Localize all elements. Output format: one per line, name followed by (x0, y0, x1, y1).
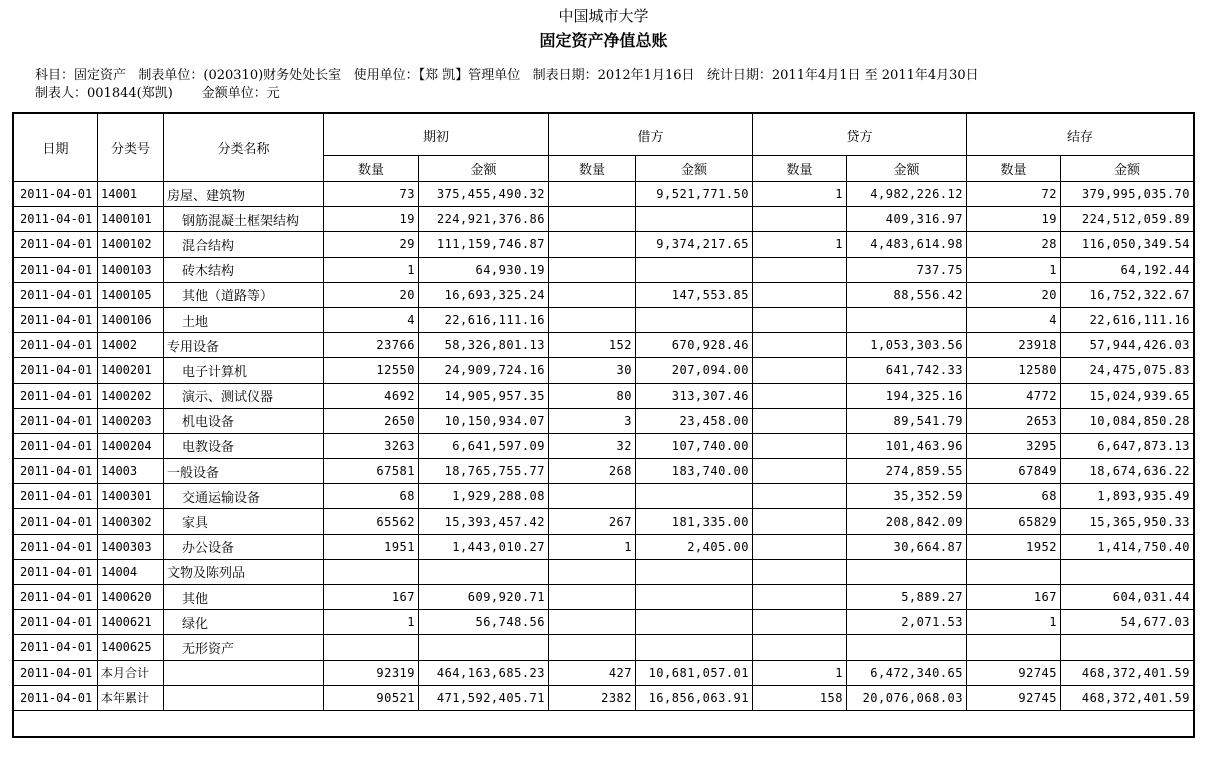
col-group-credit: 贷方 (753, 114, 967, 156)
cell-debit-qty (549, 559, 636, 584)
cell-debit-qty (549, 635, 636, 660)
cell-balance-qty: 72 (967, 182, 1061, 207)
cell-debit-qty: 80 (549, 383, 636, 408)
cell-opening-qty (324, 635, 419, 660)
cell-balance-amount: 15,365,950.33 (1061, 509, 1194, 534)
cell-balance-amount: 6,647,873.13 (1061, 433, 1194, 458)
cell-credit-qty (753, 559, 847, 584)
cell-balance-qty: 4772 (967, 383, 1061, 408)
cell-opening-qty: 1951 (324, 534, 419, 559)
cell-balance-qty: 65829 (967, 509, 1061, 534)
cell-opening-amount: 15,393,457.42 (419, 509, 549, 534)
col-header-amount: 金额 (847, 156, 967, 182)
cell-balance-qty: 1 (967, 257, 1061, 282)
cell-debit-amount (636, 207, 753, 232)
cell-opening-qty: 29 (324, 232, 419, 257)
cell-credit-amount: 2,071.53 (847, 610, 967, 635)
cell-opening-amount: 375,455,490.32 (419, 182, 549, 207)
cell-name: 砖木结构 (164, 257, 324, 282)
cell-name (164, 660, 324, 685)
cell-date: 2011-04-01 (14, 358, 98, 383)
cell-debit-qty: 3 (549, 408, 636, 433)
cell-date: 2011-04-01 (14, 333, 98, 358)
cell-opening-qty: 3263 (324, 433, 419, 458)
institution-name: 中国城市大学 (558, 7, 649, 25)
col-header-qty: 数量 (324, 156, 419, 182)
cell-code: 1400302 (98, 509, 164, 534)
cell-balance-amount: 57,944,426.03 (1061, 333, 1194, 358)
cell-credit-qty (753, 433, 847, 458)
cell-opening-qty: 23766 (324, 333, 419, 358)
cell-credit-qty (753, 408, 847, 433)
cell-credit-amount: 194,325.16 (847, 383, 967, 408)
cell-opening-qty: 20 (324, 282, 419, 307)
cell-code: 14003 (98, 459, 164, 484)
table-row (14, 307, 1194, 332)
table-row (14, 559, 1194, 584)
cell-balance-qty: 4 (967, 307, 1061, 332)
cell-name: 其他（道路等） (164, 282, 324, 307)
cell-debit-amount (636, 257, 753, 282)
cell-date: 2011-04-01 (14, 282, 98, 307)
col-group-opening: 期初 (324, 114, 549, 156)
cell-debit-qty (549, 484, 636, 509)
table-row (14, 509, 1194, 534)
cell-credit-amount: 737.75 (847, 257, 967, 282)
cell-name: 土地 (164, 307, 324, 332)
cell-debit-amount: 313,307.46 (636, 383, 753, 408)
cell-debit-amount (636, 585, 753, 610)
cell-balance-amount: 15,024,939.65 (1061, 383, 1194, 408)
cell-opening-qty (324, 559, 419, 584)
cell-credit-qty (753, 459, 847, 484)
cell-debit-qty (549, 257, 636, 282)
cell-date: 2011-04-01 (14, 559, 98, 584)
cell-code: 1400620 (98, 585, 164, 610)
cell-balance-qty: 28 (967, 232, 1061, 257)
cell-credit-qty (753, 383, 847, 408)
cell-opening-qty: 1 (324, 610, 419, 635)
cell-balance-qty: 3295 (967, 433, 1061, 458)
cell-credit-qty (753, 610, 847, 635)
cell-credit-amount: 20,076,068.03 (847, 685, 967, 710)
cell-balance-amount (1061, 635, 1194, 660)
cell-opening-amount: 1,443,010.27 (419, 534, 549, 559)
cell-date: 2011-04-01 (14, 484, 98, 509)
table-row (14, 459, 1194, 484)
cell-balance-amount: 1,893,935.49 (1061, 484, 1194, 509)
cell-debit-qty: 2382 (549, 685, 636, 710)
cell-name (164, 685, 324, 710)
cell-credit-qty (753, 307, 847, 332)
cell-opening-qty: 167 (324, 585, 419, 610)
cell-name: 房屋、建筑物 (164, 182, 324, 207)
cell-credit-amount (847, 559, 967, 584)
table-row (14, 232, 1194, 257)
cell-opening-qty: 90521 (324, 685, 419, 710)
ledger-table (13, 113, 1194, 711)
cell-balance-amount: 116,050,349.54 (1061, 232, 1194, 257)
table-row (14, 585, 1194, 610)
cell-debit-amount (636, 484, 753, 509)
cell-credit-qty: 1 (753, 182, 847, 207)
cell-debit-amount: 183,740.00 (636, 459, 753, 484)
table-row (14, 358, 1194, 383)
table-row (14, 610, 1194, 635)
cell-balance-qty (967, 559, 1061, 584)
cell-code: 1400621 (98, 610, 164, 635)
cell-balance-amount: 468,372,401.59 (1061, 685, 1194, 710)
cell-code: 本年累计 (98, 685, 164, 710)
col-header-qty: 数量 (967, 156, 1061, 182)
cell-code: 14001 (98, 182, 164, 207)
cell-code: 1400103 (98, 257, 164, 282)
cell-debit-amount: 9,374,217.65 (636, 232, 753, 257)
cell-balance-qty: 23918 (967, 333, 1061, 358)
cell-code: 1400105 (98, 282, 164, 307)
table-row (14, 408, 1194, 433)
cell-opening-qty: 1 (324, 257, 419, 282)
cell-date: 2011-04-01 (14, 685, 98, 710)
cell-code: 1400202 (98, 383, 164, 408)
cell-date: 2011-04-01 (14, 232, 98, 257)
col-header-name: 分类名称 (164, 114, 324, 182)
cell-debit-qty (549, 182, 636, 207)
cell-opening-amount: 56,748.56 (419, 610, 549, 635)
cell-opening-qty: 67581 (324, 459, 419, 484)
cell-balance-amount: 224,512,059.89 (1061, 207, 1194, 232)
cell-credit-amount: 1,053,303.56 (847, 333, 967, 358)
cell-date: 2011-04-01 (14, 509, 98, 534)
table-row (14, 333, 1194, 358)
table-row (14, 660, 1194, 685)
cell-opening-qty: 2650 (324, 408, 419, 433)
cell-opening-amount: 24,909,724.16 (419, 358, 549, 383)
cell-credit-amount (847, 635, 967, 660)
cell-credit-amount (847, 307, 967, 332)
cell-credit-qty (753, 333, 847, 358)
cell-name: 交通运输设备 (164, 484, 324, 509)
cell-code: 14004 (98, 559, 164, 584)
cell-balance-amount: 16,752,322.67 (1061, 282, 1194, 307)
cell-name: 电教设备 (164, 433, 324, 458)
cell-credit-qty (753, 585, 847, 610)
table-row (14, 685, 1194, 710)
table-row (14, 534, 1194, 559)
cell-debit-qty (549, 282, 636, 307)
cell-date: 2011-04-01 (14, 585, 98, 610)
cell-credit-amount: 6,472,340.65 (847, 660, 967, 685)
cell-code: 1400102 (98, 232, 164, 257)
cell-credit-amount: 208,842.09 (847, 509, 967, 534)
cell-opening-amount: 22,616,111.16 (419, 307, 549, 332)
cell-date: 2011-04-01 (14, 433, 98, 458)
cell-opening-qty: 4692 (324, 383, 419, 408)
cell-name: 绿化 (164, 610, 324, 635)
cell-name: 文物及陈列品 (164, 559, 324, 584)
cell-opening-amount: 224,921,376.86 (419, 207, 549, 232)
cell-balance-amount: 24,475,075.83 (1061, 358, 1194, 383)
cell-credit-amount: 274,859.55 (847, 459, 967, 484)
col-header-qty: 数量 (753, 156, 847, 182)
col-header-amount: 金额 (1061, 156, 1194, 182)
table-row (14, 484, 1194, 509)
col-group-balance: 结存 (967, 114, 1194, 156)
cell-opening-amount (419, 635, 549, 660)
cell-name: 钢筋混凝土框架结构 (164, 207, 324, 232)
cell-debit-amount: 10,681,057.01 (636, 660, 753, 685)
cell-debit-amount: 147,553.85 (636, 282, 753, 307)
cell-debit-qty (549, 585, 636, 610)
cell-opening-qty: 12550 (324, 358, 419, 383)
cell-credit-qty (753, 534, 847, 559)
cell-credit-qty (753, 207, 847, 232)
cell-name: 混合结构 (164, 232, 324, 257)
cell-balance-qty: 2653 (967, 408, 1061, 433)
cell-opening-amount: 10,150,934.07 (419, 408, 549, 433)
cell-balance-amount: 18,674,636.22 (1061, 459, 1194, 484)
cell-credit-amount: 641,742.33 (847, 358, 967, 383)
cell-date: 2011-04-01 (14, 182, 98, 207)
cell-code: 1400303 (98, 534, 164, 559)
cell-date: 2011-04-01 (14, 660, 98, 685)
cell-credit-qty (753, 282, 847, 307)
cell-opening-amount: 111,159,746.87 (419, 232, 549, 257)
cell-opening-amount: 64,930.19 (419, 257, 549, 282)
cell-credit-qty: 1 (753, 660, 847, 685)
cell-name: 办公设备 (164, 534, 324, 559)
cell-debit-amount: 16,856,063.91 (636, 685, 753, 710)
cell-opening-amount (419, 559, 549, 584)
cell-opening-amount: 609,920.71 (419, 585, 549, 610)
col-header-qty: 数量 (549, 156, 636, 182)
cell-balance-qty (967, 635, 1061, 660)
cell-date: 2011-04-01 (14, 459, 98, 484)
cell-credit-qty (753, 257, 847, 282)
cell-credit-amount: 30,664.87 (847, 534, 967, 559)
cell-credit-amount: 35,352.59 (847, 484, 967, 509)
cell-name: 其他 (164, 585, 324, 610)
cell-debit-amount (636, 307, 753, 332)
cell-debit-amount: 207,094.00 (636, 358, 753, 383)
cell-balance-amount: 22,616,111.16 (1061, 307, 1194, 332)
cell-opening-amount: 14,905,957.35 (419, 383, 549, 408)
cell-debit-amount: 181,335.00 (636, 509, 753, 534)
cell-balance-qty: 20 (967, 282, 1061, 307)
cell-opening-qty: 73 (324, 182, 419, 207)
cell-debit-amount: 9,521,771.50 (636, 182, 753, 207)
cell-balance-amount: 54,677.03 (1061, 610, 1194, 635)
cell-balance-amount: 64,192.44 (1061, 257, 1194, 282)
table-row (14, 383, 1194, 408)
table-row (14, 182, 1194, 207)
cell-credit-amount: 4,982,226.12 (847, 182, 967, 207)
ledger-body (14, 182, 1194, 711)
cell-credit-amount: 5,889.27 (847, 585, 967, 610)
cell-date: 2011-04-01 (14, 635, 98, 660)
cell-opening-qty: 68 (324, 484, 419, 509)
col-group-debit: 借方 (549, 114, 753, 156)
cell-balance-qty: 1952 (967, 534, 1061, 559)
cell-debit-amount: 23,458.00 (636, 408, 753, 433)
cell-debit-qty: 30 (549, 358, 636, 383)
cell-credit-amount: 89,541.79 (847, 408, 967, 433)
cell-credit-amount: 409,316.97 (847, 207, 967, 232)
table-row (14, 282, 1194, 307)
cell-name: 演示、测试仪器 (164, 383, 324, 408)
cell-balance-amount: 1,414,750.40 (1061, 534, 1194, 559)
cell-date: 2011-04-01 (14, 257, 98, 282)
cell-credit-qty (753, 509, 847, 534)
cell-debit-qty (549, 207, 636, 232)
cell-code: 本月合计 (98, 660, 164, 685)
cell-debit-qty: 427 (549, 660, 636, 685)
cell-balance-amount: 604,031.44 (1061, 585, 1194, 610)
cell-balance-qty: 12580 (967, 358, 1061, 383)
report-title: 固定资产净值总账 (539, 31, 668, 50)
cell-name: 家具 (164, 509, 324, 534)
cell-debit-amount (636, 559, 753, 584)
cell-opening-amount: 1,929,288.08 (419, 484, 549, 509)
col-header-date: 日期 (14, 114, 98, 182)
cell-debit-qty: 268 (549, 459, 636, 484)
cell-date: 2011-04-01 (14, 610, 98, 635)
cell-credit-qty (753, 358, 847, 383)
cell-credit-qty: 158 (753, 685, 847, 710)
cell-opening-qty: 4 (324, 307, 419, 332)
col-header-code: 分类号 (98, 114, 164, 182)
cell-balance-qty: 67849 (967, 459, 1061, 484)
cell-credit-amount: 88,556.42 (847, 282, 967, 307)
cell-opening-qty: 19 (324, 207, 419, 232)
cell-balance-amount: 379,995,035.70 (1061, 182, 1194, 207)
cell-opening-amount: 471,592,405.71 (419, 685, 549, 710)
cell-debit-amount (636, 610, 753, 635)
cell-debit-qty: 267 (549, 509, 636, 534)
cell-debit-qty (549, 610, 636, 635)
cell-balance-amount: 10,084,850.28 (1061, 408, 1194, 433)
cell-date: 2011-04-01 (14, 207, 98, 232)
cell-opening-amount: 18,765,755.77 (419, 459, 549, 484)
cell-balance-amount: 468,372,401.59 (1061, 660, 1194, 685)
col-header-amount: 金额 (419, 156, 549, 182)
cell-opening-amount: 464,163,685.23 (419, 660, 549, 685)
cell-code: 1400203 (98, 408, 164, 433)
cell-code: 1400106 (98, 307, 164, 332)
cell-name: 电子计算机 (164, 358, 324, 383)
cell-code: 14002 (98, 333, 164, 358)
cell-balance-qty: 92745 (967, 660, 1061, 685)
cell-credit-amount: 101,463.96 (847, 433, 967, 458)
cell-code: 1400101 (98, 207, 164, 232)
cell-code: 1400201 (98, 358, 164, 383)
cell-credit-qty (753, 484, 847, 509)
cell-date: 2011-04-01 (14, 383, 98, 408)
table-row (14, 257, 1194, 282)
cell-debit-amount: 107,740.00 (636, 433, 753, 458)
cell-opening-qty: 65562 (324, 509, 419, 534)
cell-balance-amount (1061, 559, 1194, 584)
cell-opening-qty: 92319 (324, 660, 419, 685)
col-header-amount: 金额 (636, 156, 753, 182)
cell-debit-qty: 1 (549, 534, 636, 559)
cell-credit-qty (753, 635, 847, 660)
cell-debit-qty (549, 232, 636, 257)
cell-balance-qty: 1 (967, 610, 1061, 635)
report-meta-line-1: 科目：固定资产 制表单位：(020310)财务处处长室 使用单位：【郑 凯】管理单位 制表日期：2012年1月16日 统计日期：2011年4月1日 至 2011年4月30日 (35, 68, 979, 83)
cell-name: 专用设备 (164, 333, 324, 358)
cell-balance-qty: 92745 (967, 685, 1061, 710)
report-meta-line-2: 制表人：001844(郑凯) 金额单位：元 (35, 86, 280, 101)
cell-debit-amount: 2,405.00 (636, 534, 753, 559)
cell-balance-qty: 167 (967, 585, 1061, 610)
cell-code: 1400204 (98, 433, 164, 458)
cell-code: 1400625 (98, 635, 164, 660)
cell-debit-qty (549, 307, 636, 332)
cell-balance-qty: 68 (967, 484, 1061, 509)
cell-name: 机电设备 (164, 408, 324, 433)
table-row (14, 635, 1194, 660)
cell-opening-amount: 6,641,597.09 (419, 433, 549, 458)
cell-opening-amount: 58,326,801.13 (419, 333, 549, 358)
cell-name: 一般设备 (164, 459, 324, 484)
cell-credit-amount: 4,483,614.98 (847, 232, 967, 257)
cell-debit-amount: 670,928.46 (636, 333, 753, 358)
cell-name: 无形资产 (164, 635, 324, 660)
table-row (14, 433, 1194, 458)
cell-credit-qty: 1 (753, 232, 847, 257)
cell-debit-qty: 152 (549, 333, 636, 358)
cell-balance-qty: 19 (967, 207, 1061, 232)
cell-date: 2011-04-01 (14, 534, 98, 559)
cell-date: 2011-04-01 (14, 408, 98, 433)
cell-date: 2011-04-01 (14, 307, 98, 332)
cell-opening-amount: 16,693,325.24 (419, 282, 549, 307)
table-row (14, 207, 1194, 232)
cell-debit-amount (636, 635, 753, 660)
cell-debit-qty: 32 (549, 433, 636, 458)
cell-code: 1400301 (98, 484, 164, 509)
